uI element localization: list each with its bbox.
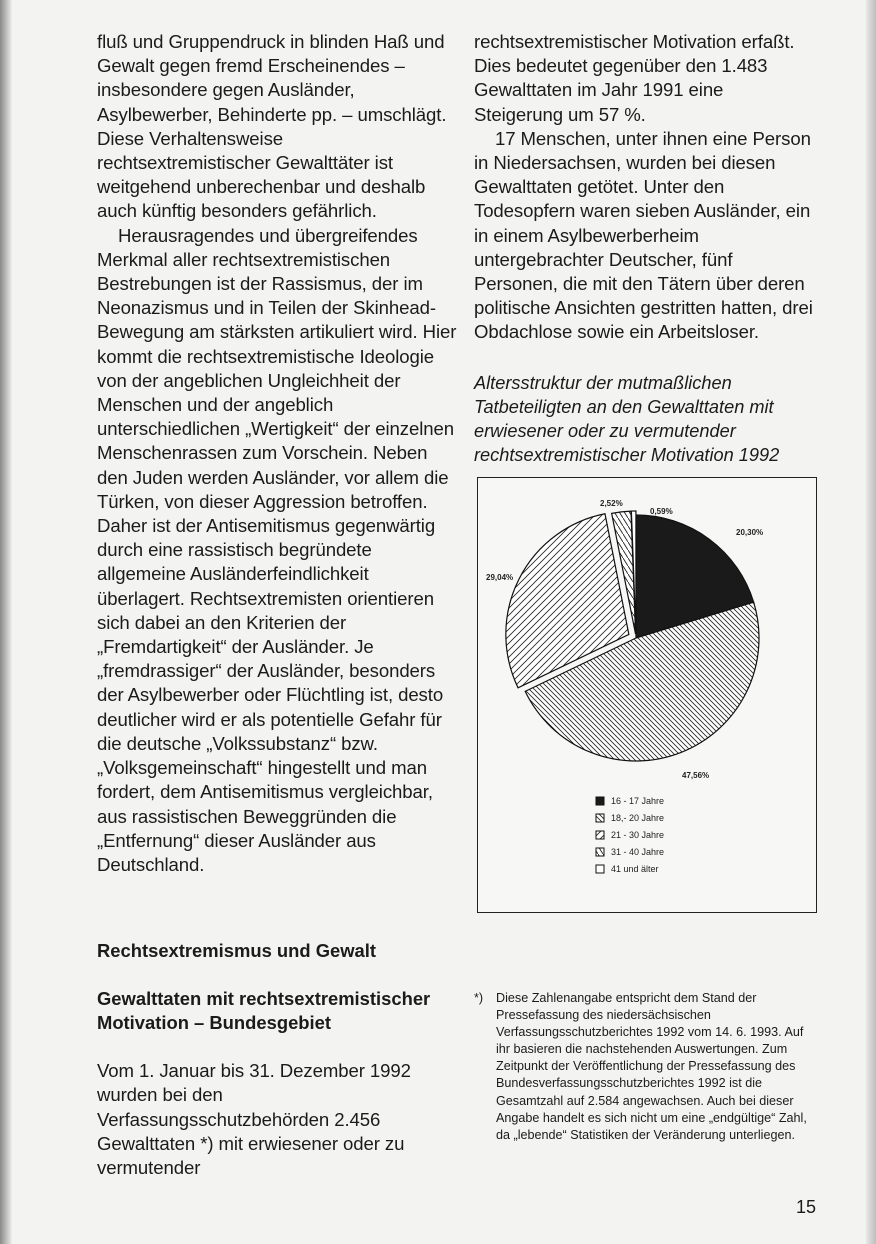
- pie-value-label-2: 47,56%: [682, 771, 710, 780]
- page-number: 15: [796, 1197, 817, 1217]
- legend-swatch-3: [596, 831, 604, 839]
- pie-chart: [478, 478, 816, 912]
- page-edge-shadow: [866, 0, 876, 1244]
- pie-value-label-4: 2,52%: [600, 499, 623, 508]
- legend-label-1: 16 - 17 Jahre: [611, 796, 665, 806]
- right-paragraph-1: rechtsextremistischer Motivation erfaßt. Dies bedeutet gegenüber den 1.483 Gewalttaten im Jahr 1991 eine Steigerung um 57 %.: [474, 31, 795, 125]
- left-paragraph-3: Vom 1. Januar bis 31. Dezember 1992 wurden bei den Verfassungsschutzbehörden 2.456 Gewalttaten *) mit erwiesener oder zu vermutender: [97, 1060, 411, 1178]
- chart-caption: Altersstruktur der mutmaßlichen Tatbeteiligten an den Gewalttaten mit erwiesener oder zu vermutender rechtsextremistischer Motivation 1992: [474, 372, 780, 465]
- footnote-mark: *): [474, 991, 484, 1005]
- legend-swatch-1: [596, 797, 604, 805]
- left-paragraph-2: Herausragendes und übergreifendes Merkmal aller rechtsextremistischen Bestrebungen ist der Rassismus, der im Neonazismus und in Teilen der Skinhead-Bewegung am stärksten artikuliert wird. Hier kommt die rechtsextremistische Ideologie von der angeblichen Ungleichheit der Menschen und der angeblich unterschiedlichen „Wertigkeit“ der einzelnen Menschenrassen zum Vorschein. Neben den Juden werden Ausländer, vor allem die Türken, von dieser Aggression betroffen. Daher ist der Antisemitismus gegenwärtig durch eine rassistisch begründete allgemeine Ausländerfeindlichkeit überlagert. Rechtsextremisten orientieren sich dabei an den Kriterien der „Fremdartigkeit“ der Ausländer. Je „fremdrassiger“ der Ausländer, besonders der Asylbewerber oder Flüchtling ist, desto deutlicher wird er als potentielle Gefahr für die deutsche „Volkssubstanz“ bzw. „Volksgemeinschaft“ hingestellt und man fordert, dem Antisemitismus vergleichbar, aus rassistischen Beweggründen die „Entfernung“ dieser Ausländer aus Deutschland.: [97, 224, 457, 875]
- pie-value-label-5: 0,59%: [650, 507, 673, 516]
- footnote: [474, 990, 816, 1144]
- footnote-text: Diese Zahlenangabe entspricht dem Stand der Pressefassung des niedersächsischen Verfassungsschutzberichtes 1992 vom 14. 6. 1993. Auf ihr basieren die nachstehenden Auswertungen. Zum Zeitpunkt der Veröffentlichung der Pressefassung des Bundesverfassungsschutzberichtes 1992 ist die Gesamtzahl auf 2.584 angewachsen. Auch bei dieser Angabe handelt es sich nicht um eine „endgültige“ Zahl, da „lebende“ Statistiken der Veränderung unterliegen.: [496, 991, 807, 1142]
- legend-label-2: 18,- 20 Jahre: [611, 813, 665, 823]
- legend-swatch-5: [596, 865, 604, 873]
- pie-value-label-1: 20,30%: [736, 528, 764, 537]
- right-paragraph-2: 17 Menschen, unter ihnen eine Person in Niedersachsen, wurden bei diesen Gewalttaten getötet. Unter den Todesopfern waren sieben Ausländer, ein in einem Asylbewerberheim untergebrachter Deutscher, fünf Personen, die mit den Tätern über deren politische Ansichten gestritten hatten, drei Obdachlose sowie ein Arbeitsloser.: [474, 127, 813, 343]
- subsection-heading: Gewalttaten mit rechtsextremistischer Motivation – Bundesgebiet: [97, 988, 431, 1034]
- left-paragraph-1: fluß und Gruppendruck in blinden Haß und Gewalt gegen fremd Erscheinendes – insbesondere gegen Ausländer, Asylbewerber, Behinderte pp. – umschlägt. Diese Verhaltensweise rechtsextremistischer Gewalttäter ist weitgehend unberechenbar und deshalb auch künftig besonders gefährlich.: [97, 31, 447, 222]
- book-binding-shadow: [0, 0, 12, 1244]
- right-column: [474, 30, 816, 467]
- legend-label-4: 31 - 40 Jahre: [611, 847, 665, 857]
- legend-swatch-4: [596, 848, 604, 856]
- section-heading: Rechtsextremismus und Gewalt: [97, 940, 377, 962]
- legend-label-3: 21 - 30 Jahre: [611, 830, 665, 840]
- legend-label-5: 41 und älter: [611, 864, 659, 874]
- left-column: [97, 30, 457, 1180]
- pie-value-label-3: 29,04%: [486, 573, 514, 582]
- legend-swatch-2: [596, 814, 604, 822]
- pie-chart-frame: [477, 477, 817, 913]
